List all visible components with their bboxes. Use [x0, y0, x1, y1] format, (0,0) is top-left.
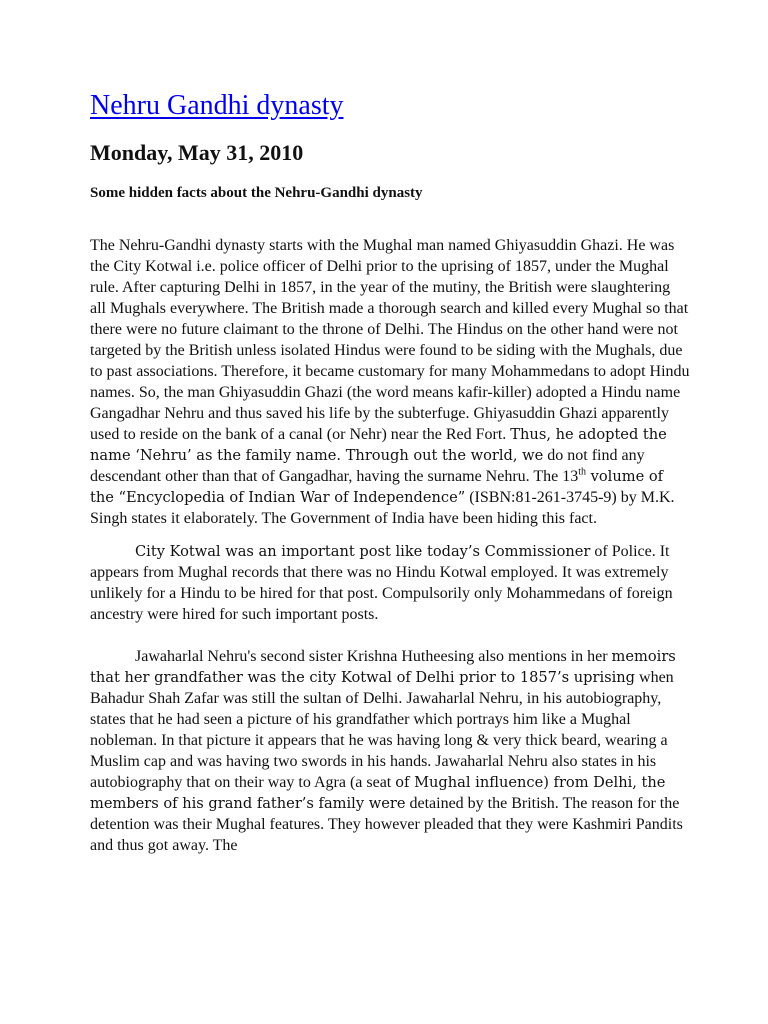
paragraph-2	[90, 541, 690, 625]
paragraph-2-text-b: of Police. It appears from Mughal records that there was no Hindu Kotwal employed. It was extremely unlikely for a Hindu to be hired for that post. Compulsorily only Mohammedans of foreign ancestry were hired for such important posts.	[90, 543, 673, 623]
paragraph-1	[90, 235, 690, 529]
blog-title-link[interactable]: Nehru Gandhi dynasty	[90, 90, 344, 121]
paragraph-1-text-e: (ISBN:81-261-3745-9) by M.K. Singh states it elaborately. The Government of India have been hiding this fact.	[90, 489, 675, 527]
paragraph-1-text-d: volume of the “Encyclopedia of Indian War of Independence”	[90, 468, 664, 506]
paragraph-3-text-b: memoirs that her grandfather was the city Kotwal of Delhi prior to 1857’s uprising	[90, 648, 676, 686]
paragraph-3	[90, 646, 690, 856]
paragraph-1-text-a: The Nehru-Gandhi dynasty starts with the Mughal man named Ghiyasuddin Ghazi. He was the City Kotwal i.e. police officer of Delhi prior to the uprising of 1857, under the Mughal rule. After capturing Delhi in 1857, in the year of the mutiny, the British were slaughtering all Mughals everywhere. The British made a thorough search and killed every Mughal so that there were no future claimant to the throne of Delhi. The Hindus on the other hand were not targeted by the British unless isolated Hindus were found to be siding with the Mughals, due to past associations. Therefore, it became customary for many Mohammedans to adopt Hindu names. So, the man Ghiyasuddin Ghazi (the word means kafir-killer) adopted a Hindu name Gangadhar Nehru and thus saved his life by the subterfuge. Ghiyasuddin Ghazi apparently used to reside on the bank of a canal (or Nehr) near the Red Fort.	[90, 237, 690, 443]
paragraph-1-text-b: Thus, he adopted the name ‘Nehru’ as the family name. Through out the world, we	[90, 426, 667, 464]
paragraph-1-text-c: do not find any descendant other than that of Gangadhar, having the surname Nehru. The 13	[90, 447, 645, 485]
paragraph-3-text-d: of Mughal influence) from Delhi, the members of his grand father’s family were	[90, 774, 666, 812]
post-subtitle: Some hidden facts about the Nehru-Gandhi dynasty	[90, 185, 423, 201]
paragraph-3-text-c: when Bahadur Shah Zafar was still the sultan of Delhi. Jawaharlal Nehru, in his autobiography, states that he had seen a picture of his grandfather which portrays him like a Mughal nobleman. In that picture it appears that he was having long & very thick beard, wearing a Muslim cap and was having two swords in his hands. Jawaharlal Nehru also states in his autobiography that on their way to Agra (a seat	[90, 669, 674, 791]
paragraph-3-text-a: Jawaharlal Nehru's second sister Krishna Hutheesing also mentions in her	[135, 648, 612, 665]
post-date: Monday, May 31, 2010	[90, 140, 304, 165]
blog-post	[90, 88, 690, 856]
paragraph-3-text-e: detained by the British. The reason for the detention was their Mughal features. They however pleaded that they were Kashmiri Pandits and thus got away. The	[90, 795, 683, 854]
ordinal-suffix: th	[578, 466, 587, 478]
paragraph-2-text-a: City Kotwal was an important post like today’s Commissioner	[135, 543, 591, 560]
